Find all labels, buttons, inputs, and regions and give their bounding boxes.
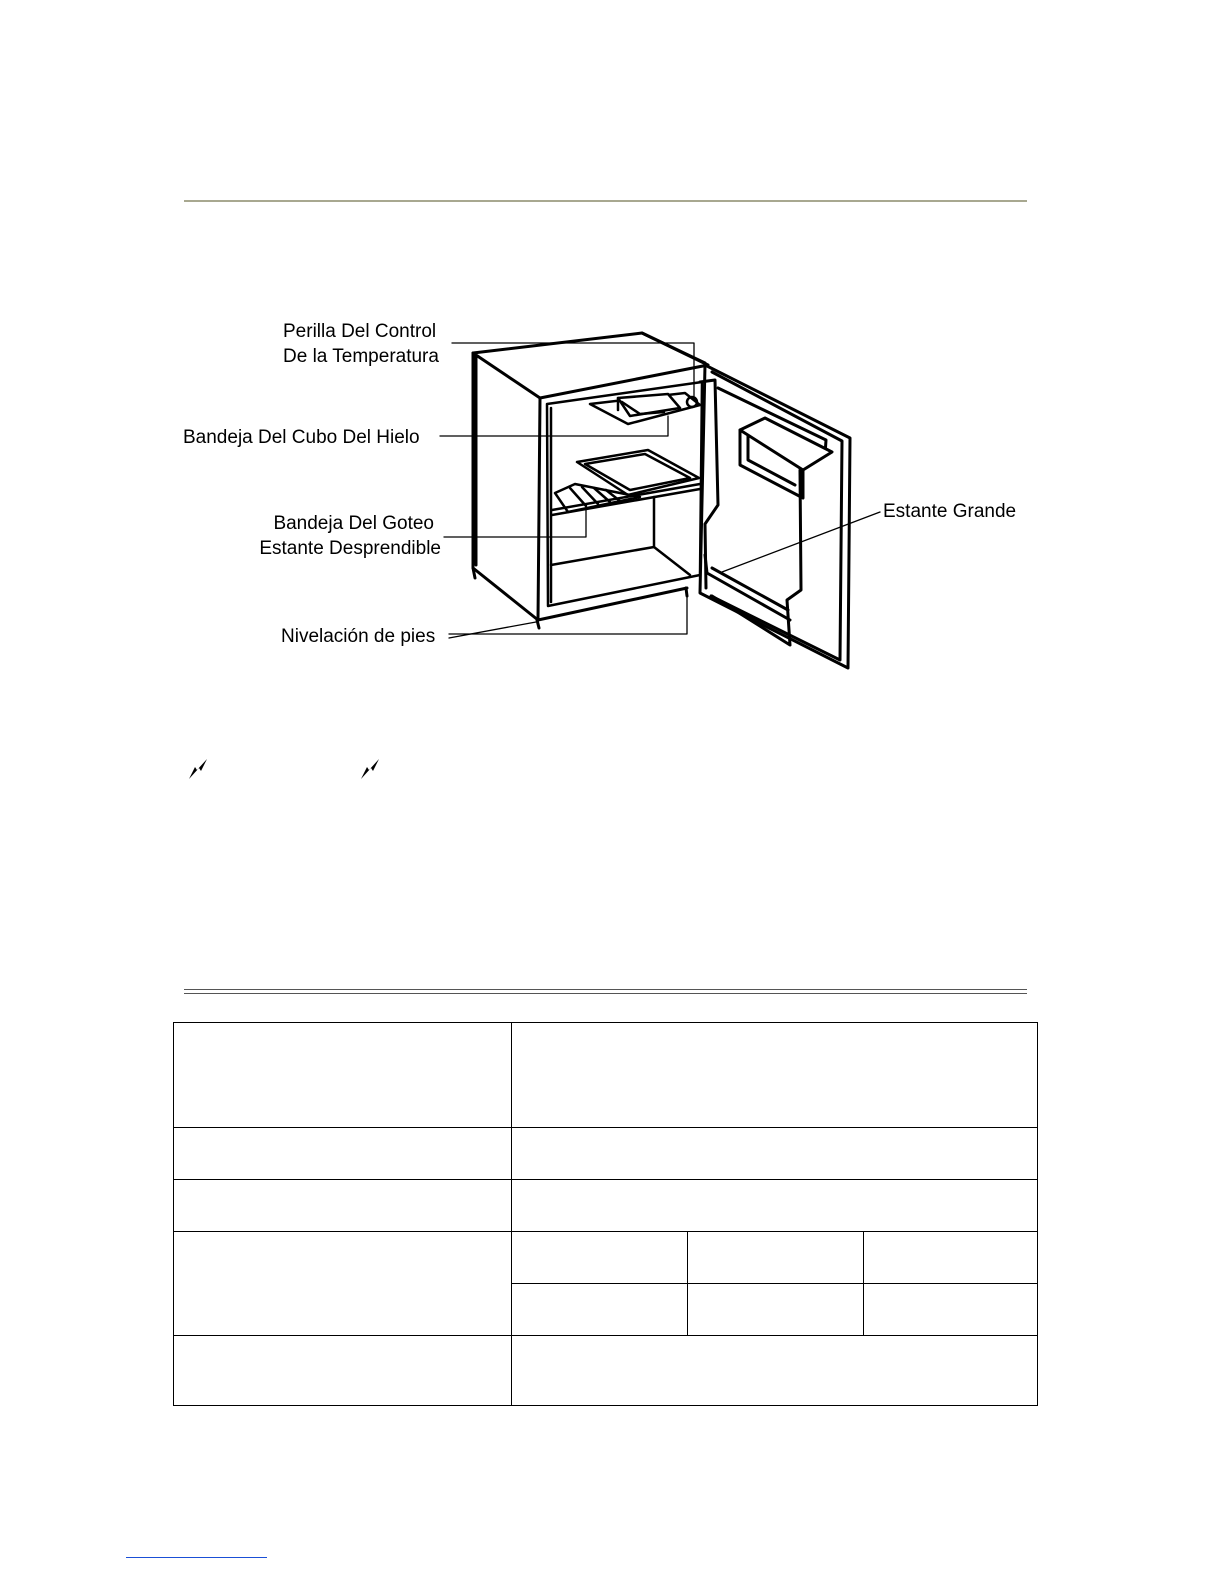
table-cell: [174, 1128, 512, 1180]
table-cell: [512, 1284, 688, 1336]
table-cell: [174, 1232, 512, 1336]
table-row: [174, 1336, 1038, 1406]
label-drip-tray: Bandeja Del Goteo: [273, 513, 434, 534]
table-cell: [688, 1284, 864, 1336]
table-cell: [512, 1336, 1038, 1406]
lightning-bolt-icon: [186, 757, 210, 781]
lightning-bolt-icon: [358, 757, 382, 781]
table-cell: [174, 1180, 512, 1232]
label-temperature-control-1: Perilla Del Control: [283, 321, 437, 342]
table-cell: [864, 1284, 1038, 1336]
ice-tray-drawing: [590, 393, 700, 424]
label-removable-shelf: Estante Desprendible: [259, 538, 441, 559]
table-cell: [174, 1336, 512, 1406]
door: [700, 365, 850, 668]
label-large-shelf: Estante Grande: [883, 501, 1017, 522]
table-row: [174, 1180, 1038, 1232]
table-cell: [512, 1023, 1038, 1128]
label-temperature-control-2: De la Temperatura: [283, 346, 439, 367]
label-leveling-feet: Nivelación de pies: [281, 626, 436, 647]
table-cell: [512, 1180, 1038, 1232]
table-cell: [688, 1232, 864, 1284]
footnote-separator: [126, 1557, 267, 1558]
table-cell: [512, 1232, 688, 1284]
refrigerator-diagram: [0, 0, 1224, 700]
specifications-table: [173, 1022, 1038, 1406]
table-cell: [174, 1023, 512, 1128]
table-row: [174, 1232, 1038, 1284]
leveling-feet-drawing: [473, 568, 687, 628]
section-divider: [184, 989, 1027, 994]
table-cell: [864, 1232, 1038, 1284]
table-row: [174, 1023, 1038, 1128]
label-ice-tray: Bandeja Del Cubo Del Hielo: [183, 427, 420, 448]
table-row: [174, 1128, 1038, 1180]
table-cell: [512, 1128, 1038, 1180]
